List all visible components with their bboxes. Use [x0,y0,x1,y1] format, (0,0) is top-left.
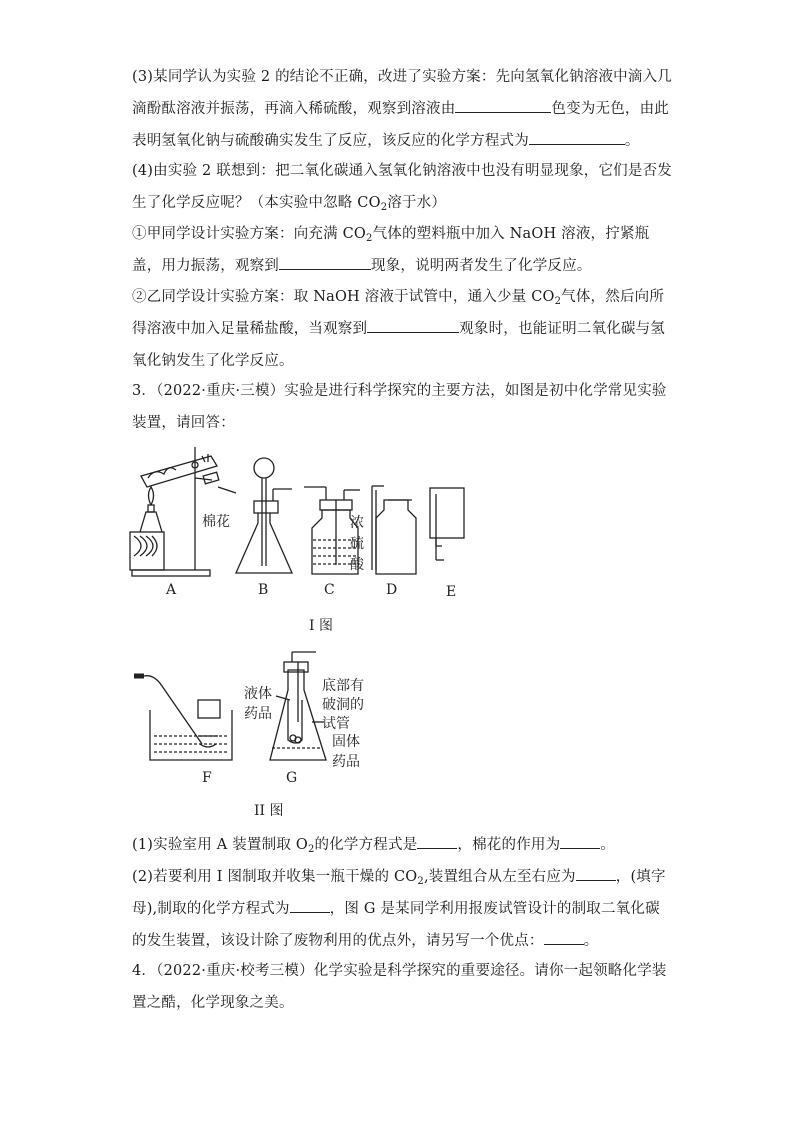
label-b: B [258,582,269,598]
subscript: 2 [417,876,424,887]
answer-blank[interactable] [576,864,616,881]
subquestion-2 [132,861,672,957]
label-acid-2: 硫 [350,536,364,552]
sub1-text-c: ，棉花的作用为 [457,837,561,853]
sub2-text-d: ，图 G 是某同学利用报废试管设计的制取二氧化碳的发生装置，该设计除了废物利用的优点外，请另写一个优点： [132,901,660,949]
part4-text-a: (4)由实验 2 联想到：把二氧化碳通入氢氧化钠溶液中也没有明显现象，它们是否发生了化学反应呢？（本实验中忽略 CO [132,163,672,211]
sub2-text-e: 。 [583,933,599,949]
label-solid-2: 药品 [332,754,360,770]
part3-text-b: 色变为无色，由此表明氢氧化钠与硫酸确实发生了反应，该反应的化学方程式为 [132,101,670,149]
plan2-text-c: 观象时，也能证明二氧化碳与氢氧化钠发生了化学反应。 [132,321,666,369]
label-f: F [202,770,212,786]
label-a: A [166,582,177,598]
label-e: E [446,584,457,600]
label-hole-2: 破洞的 [322,697,364,713]
answer-blank[interactable] [290,896,330,913]
figure-2-caption: II 图 [254,803,284,819]
label-hole-3: 试管 [322,716,350,732]
apparatus-g [270,652,326,760]
answer-blank[interactable] [417,832,457,849]
answer-blank[interactable] [544,928,584,945]
label-cotton: 棉花 [202,514,230,530]
apparatus-b [236,458,292,573]
subscript: 2 [380,202,388,213]
sub2-text-a: (2)若要利用 I 图制取并收集一瓶干燥的 CO [132,869,418,885]
sub1-text-d: 。 [600,837,616,853]
sub1-text-a: (1)实验室用 A 装置制取 O [132,837,308,853]
sub2-text-b: ,装置组合从左至右应为 [423,869,576,885]
label-d: D [386,582,398,598]
subscript: 2 [366,233,373,244]
label-g: G [286,770,298,786]
subquestion-1 [132,829,672,861]
subscript: 2 [307,844,315,855]
label-acid-3: 酸 [350,557,364,573]
label-liquid-2: 药品 [244,706,272,722]
question-3-text: 3．（2022·重庆·三模）实验是进行科学探究的主要方法，如图是初中化学常见实验装置，请回答： [132,383,667,431]
plan1-text-b: 气体的塑料瓶中加入 NaOH 溶液，拧紧瓶盖，用力振荡，观察到 [132,226,650,274]
label-c: C [324,582,335,598]
part3-text-a: (3)某同学认为实验 2 的结论不正确，改进了实验方案：先向氢氧化钠溶液中滴入几滴酚酞溶液并振荡，再滴入稀硫酸，观察到溶液由 [132,69,672,117]
subscript: 2 [554,296,562,307]
label-hole-1: 底部有 [322,678,364,694]
question-4-stem [132,955,672,1019]
figure-1-caption: I 图 [309,618,333,634]
sub2-text-c: ，(填字母),制取的化学方程式为 [132,869,666,917]
apparatus-d [372,486,416,574]
plan1-text-a: ①甲同学设计实验方案：向充满 CO [132,226,366,242]
apparatus-f [134,676,232,760]
plan2-text-b: 气体，然后向所得溶液中加入足量稀盐酸，当观察到 [132,289,665,337]
apparatus-e [430,488,464,560]
plan2-text-a: ②乙同学设计实验方案：取 NaOH 溶液于试管中，通入少量 CO [132,289,555,305]
label-acid-1: 浓 [350,515,364,531]
answer-blank[interactable] [560,832,600,849]
part4-text-b: 溶于水） [387,195,447,211]
label-solid-1: 固体 [332,734,360,750]
plan1-text-c: 现象，说明两者发生了化学反应。 [371,258,592,274]
part3-text-c: 。 [624,133,640,149]
apparatus-a [130,447,236,576]
question-4-text: 4．（2022·重庆·校考三模）化学实验是科学探究的重要途径。请你一起领略化学装置之酷，化学现象之美。 [132,963,667,1011]
sub1-text-b: 的化学方程式是 [314,837,418,853]
label-liquid-1: 液体 [244,686,272,702]
